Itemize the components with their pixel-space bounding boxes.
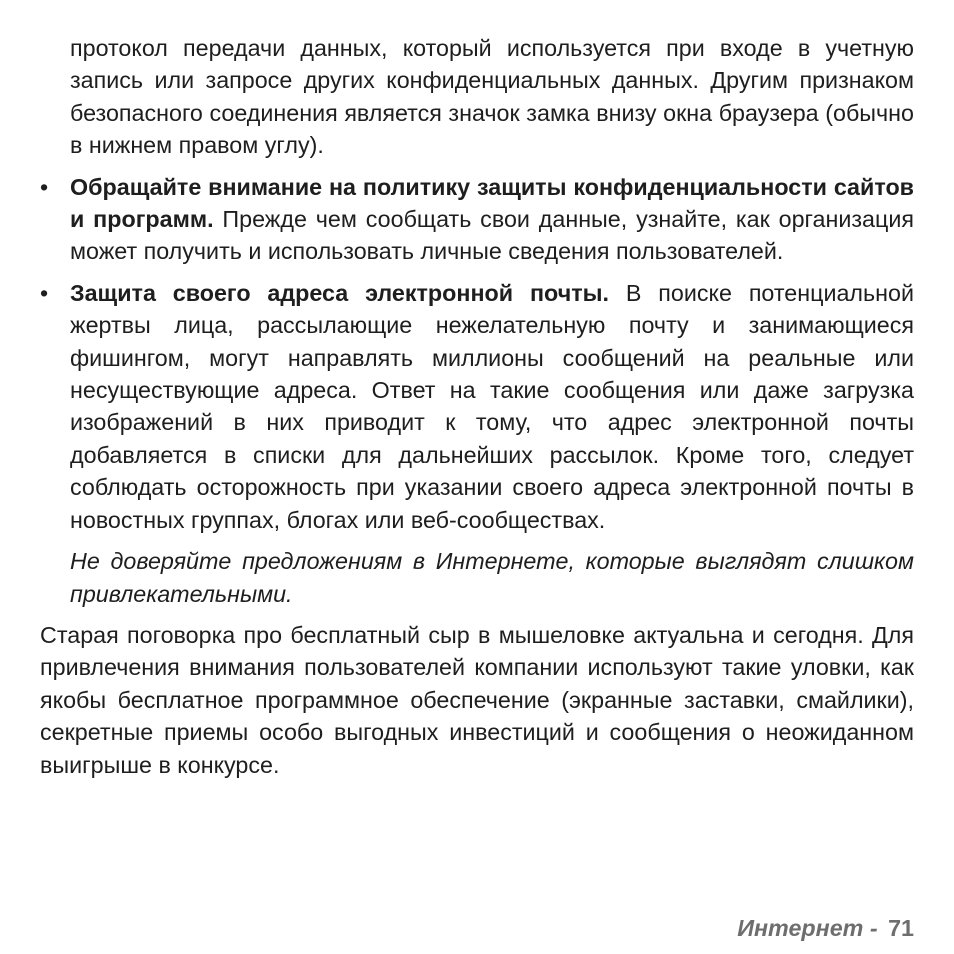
body-paragraph: Старая поговорка про бесплатный сыр в мышеловке актуальна и сегодня. Для привлечения внимания пользователей компании используют такие уловки, как якобы бесплатное программное обеспечение (экранные заставки, смайлики), секретные приемы особо выгодных инвестиций и сообщения о неожиданном выигрыше в конкурсе.: [40, 621, 914, 778]
page-content: [40, 32, 914, 781]
bullet-text: Прежде чем сообщать свои данные, узнайте, как организация может получить и использовать личные сведения пользователей.: [70, 206, 914, 265]
bullet-bold-lead: Обращайте внимание на политику защиты конфиденциальности сайтов и программ.: [70, 173, 914, 233]
footer-section-title: Интернет -: [737, 915, 885, 941]
bullet-marker: •: [40, 173, 49, 200]
page-number: 71: [888, 915, 914, 941]
bullet-item-privacy-policy: [40, 171, 914, 268]
bullet-text: В поиске потенциальной жертвы лица, рассылающие нежелательную почту и занимающиеся фишингом, могут направлять миллионы сообщений на реальные или несуществующие адреса. Ответ на такие сообщения или даже загрузка изображений в них приводит к тому, что адрес электронной почты добавляется в списки для дальнейших рассылок. Кроме того, следует соблюдать осторожность при указании своего адреса электронной почты в новостных группах, блогах или веб-сообществах.: [70, 279, 914, 533]
continuation-paragraph: протокол передачи данных, который используется при входе в учетную запись или запросе других конфиденциальных данных. Другим признаком безопасного соединения является значок замка внизу окна браузера (обычно в нижнем правом углу).: [70, 35, 914, 159]
bullet-item-email-protection: [40, 277, 914, 536]
bullet-marker: •: [40, 279, 49, 306]
bullet-bold-lead: Защита своего адреса электронной почты.: [70, 279, 609, 306]
italic-subheading: Не доверяйте предложениям в Интернете, которые выглядят слишком привлекательными.: [70, 548, 914, 607]
page-footer: [737, 914, 914, 942]
